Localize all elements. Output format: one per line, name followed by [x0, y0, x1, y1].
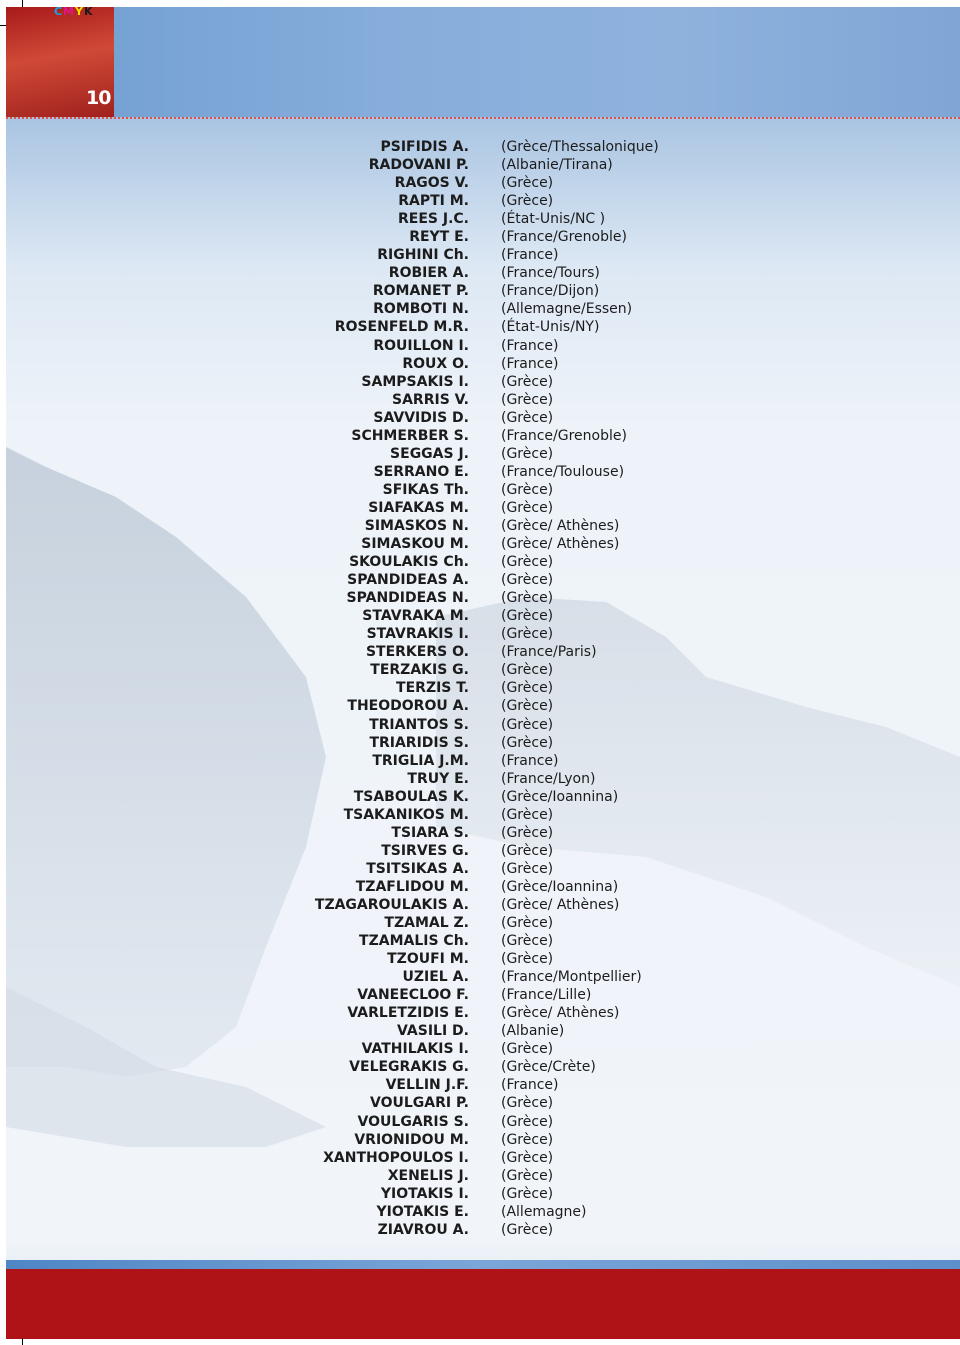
participant-name: VRIONIDOU M.	[354, 1131, 469, 1148]
participant-location: (Allemagne/Essen)	[501, 301, 633, 318]
participant-name: UZIEL A.	[402, 969, 469, 986]
crop-mark-top	[22, 0, 23, 7]
participant-name: ROUX O.	[402, 355, 469, 372]
participant-location: (Grèce)	[501, 499, 554, 516]
participant-location: (Grèce)	[501, 1149, 554, 1166]
list-item	[0, 138, 954, 156]
list-item	[0, 1076, 954, 1094]
participant-name: TSIRVES G.	[381, 842, 469, 859]
participant-name: TZAFLIDOU M.	[355, 878, 469, 895]
cmyk-m: M	[63, 7, 76, 18]
participant-location: (Albanie)	[501, 1023, 565, 1040]
participant-location: (Grèce)	[501, 716, 554, 733]
participant-name: VATHILAKIS I.	[361, 1041, 469, 1058]
participant-location: (Grèce/ Athènes)	[501, 896, 620, 913]
participant-name: SIMASKOS N.	[364, 517, 469, 534]
participant-name: TRIANTOS S.	[369, 716, 469, 733]
crop-mark-bottom	[22, 1338, 23, 1345]
participant-location: (Grèce/ Athènes)	[501, 517, 620, 534]
list-item	[0, 932, 954, 950]
participant-name: TRIGLIA J.M.	[372, 752, 469, 769]
participant-location: (Grèce)	[501, 1131, 554, 1148]
participant-location: (France)	[501, 1077, 559, 1094]
list-item	[0, 1004, 954, 1022]
list-item	[0, 716, 954, 734]
participant-location: (Grèce)	[501, 175, 554, 192]
participant-location: (France/Toulouse)	[501, 463, 625, 480]
cmyk-print-mark	[54, 7, 94, 18]
participant-name: XANTHOPOULOS I.	[323, 1149, 469, 1166]
page-number-tab	[6, 7, 114, 117]
participant-location: (Grèce)	[501, 481, 554, 498]
list-item	[0, 1040, 954, 1058]
participant-location: (Grèce)	[501, 680, 554, 697]
list-item	[0, 589, 954, 607]
footer-blue-stripe	[6, 1260, 960, 1269]
list-item	[0, 1113, 954, 1131]
participant-location: (État-Unis/NY)	[501, 319, 600, 336]
header-dotted-rule	[6, 117, 960, 119]
participant-name: SCHMERBER S.	[351, 427, 469, 444]
participant-location: (Grèce)	[501, 860, 554, 877]
participant-location: (Grèce)	[501, 626, 554, 643]
participant-name: ROBIER A.	[388, 265, 469, 282]
participant-name: SPANDIDEAS A.	[347, 572, 469, 589]
participant-location: (France/Lille)	[501, 987, 592, 1004]
participant-name: SFIKAS Th.	[382, 481, 469, 498]
participant-name: SIMASKOU M.	[361, 536, 469, 553]
list-item	[0, 968, 954, 986]
participant-name: TSIARA S.	[391, 824, 469, 841]
participant-location: (Grèce)	[501, 806, 554, 823]
participant-name: STAVRAKIS I.	[366, 626, 469, 643]
participant-location: (Grèce)	[501, 554, 554, 571]
list-item	[0, 445, 954, 463]
participant-name: ROMBOTI N.	[373, 301, 469, 318]
participant-location: (France)	[501, 355, 559, 372]
participant-name: VANEECLOO F.	[357, 987, 469, 1004]
participant-location: (Grèce)	[501, 445, 554, 462]
participant-name: TRUY E.	[407, 770, 469, 787]
participant-name: TZAGAROULAKIS A.	[314, 896, 469, 913]
participant-name: ROUILLON I.	[373, 337, 469, 354]
participant-location: (Grèce)	[501, 824, 554, 841]
participant-location: (Grèce)	[501, 933, 554, 950]
list-item	[0, 914, 954, 932]
participant-location: (Grèce)	[501, 698, 554, 715]
participant-location: (Grèce)	[501, 409, 554, 426]
list-item	[0, 643, 954, 661]
list-item	[0, 264, 954, 282]
list-item	[0, 156, 954, 174]
participant-location: (France/Montpellier)	[501, 969, 642, 986]
participant-location: (Grèce)	[501, 391, 554, 408]
participant-name: REES J.C.	[398, 211, 469, 228]
page-number: 10	[86, 87, 111, 109]
participant-location: (Grèce)	[501, 662, 554, 679]
list-item	[0, 679, 954, 697]
participant-location: (France/Tours)	[501, 265, 600, 282]
participant-location: (Grèce/Crète)	[501, 1059, 596, 1076]
participant-location: (État-Unis/NC )	[501, 211, 606, 228]
list-item	[0, 409, 954, 427]
list-item	[0, 300, 954, 318]
list-item	[0, 752, 954, 770]
list-item	[0, 355, 954, 373]
list-item	[0, 625, 954, 643]
list-item	[0, 950, 954, 968]
cmyk-y: Y	[75, 7, 84, 18]
list-item	[0, 842, 954, 860]
participant-location: (Grèce)	[501, 1221, 554, 1238]
participant-name: YIOTAKIS E.	[376, 1203, 469, 1220]
participant-location: (Albanie/Tirana)	[501, 157, 613, 174]
list-item	[0, 788, 954, 806]
participant-location: (France/Paris)	[501, 644, 597, 661]
participant-location: (Grèce)	[501, 734, 554, 751]
participant-location: (France/Grenoble)	[501, 229, 627, 246]
participant-name: SKOULAKIS Ch.	[349, 554, 469, 571]
participant-name: VOULGARI P.	[370, 1095, 469, 1112]
participant-name: SEGGAS J.	[390, 445, 469, 462]
participant-location: (Allemagne)	[501, 1203, 587, 1220]
list-item	[0, 553, 954, 571]
cmyk-c: C	[54, 7, 64, 18]
participant-location: (Grèce/Ioannina)	[501, 878, 619, 895]
participant-name: SERRANO E.	[373, 463, 469, 480]
participant-name: TZOUFI M.	[387, 951, 469, 968]
participant-name: THEODOROU A.	[347, 698, 469, 715]
list-item	[0, 210, 954, 228]
participant-name: SAMPSAKIS I.	[361, 373, 469, 390]
list-item	[0, 986, 954, 1004]
header-band	[6, 7, 960, 117]
participant-name: SARRIS V.	[392, 391, 469, 408]
list-item	[0, 1203, 954, 1221]
participant-name: TRIARIDIS S.	[369, 734, 469, 751]
participant-location: (France/Dijon)	[501, 283, 600, 300]
list-item	[0, 463, 954, 481]
participant-name: ZIAVROU A.	[377, 1221, 469, 1238]
cmyk-k: K	[84, 7, 94, 18]
participant-location: (Grèce)	[501, 1113, 554, 1130]
list-item	[0, 228, 954, 246]
participant-name: RAPTI M.	[398, 193, 469, 210]
list-item	[0, 661, 954, 679]
participant-location: (France)	[501, 752, 559, 769]
list-item	[0, 1149, 954, 1167]
participant-location: (Grèce)	[501, 1185, 554, 1202]
participant-name: RAGOS V.	[394, 175, 469, 192]
participant-name: VELEGRAKIS G.	[349, 1059, 469, 1076]
participant-name: TSABOULAS K.	[353, 788, 469, 805]
list-item	[0, 246, 954, 264]
participant-name: SIAFAKAS M.	[368, 499, 469, 516]
participant-name: VOULGARIS S.	[357, 1113, 469, 1130]
list-item	[0, 517, 954, 535]
participant-location: (Grèce/ Athènes)	[501, 536, 620, 553]
list-item	[0, 1167, 954, 1185]
participant-name: STERKERS O.	[365, 644, 469, 661]
participant-name: STAVRAKA M.	[362, 608, 469, 625]
participant-location: (Grèce)	[501, 608, 554, 625]
list-item	[0, 824, 954, 842]
participant-name: VELLIN J.F.	[385, 1077, 469, 1094]
list-item	[0, 1131, 954, 1149]
list-item	[0, 1058, 954, 1076]
list-item	[0, 282, 954, 300]
list-item	[0, 1094, 954, 1112]
participant-name: ROMANET P.	[372, 283, 469, 300]
participant-name: RIGHINI Ch.	[377, 247, 469, 264]
participant-name: TERZAKIS G.	[370, 662, 469, 679]
participant-name: SPANDIDEAS N.	[346, 590, 469, 607]
participant-location: (Grèce/Ioannina)	[501, 788, 619, 805]
list-item	[0, 1022, 954, 1040]
participant-location: (Grèce)	[501, 590, 554, 607]
participant-name: PSIFIDIS A.	[380, 139, 469, 155]
crop-mark-left	[0, 25, 6, 26]
participant-name: VASILI D.	[397, 1023, 469, 1040]
list-item	[0, 806, 954, 824]
participant-location: (Grèce)	[501, 193, 554, 210]
list-item	[0, 391, 954, 409]
participant-name: TSAKANIKOS M.	[343, 806, 469, 823]
participant-location: (Grèce/Thessalonique)	[501, 139, 659, 155]
participant-name: YIOTAKIS I.	[380, 1185, 469, 1202]
participant-location: (France)	[501, 247, 559, 264]
list-item	[0, 535, 954, 553]
participant-name: RADOVANI P.	[368, 157, 469, 174]
participant-name: TSITSIKAS A.	[366, 860, 469, 877]
list-item	[0, 697, 954, 715]
participant-name: REYT E.	[409, 229, 469, 246]
participant-name: TZAMALIS Ch.	[359, 933, 469, 950]
participant-location: (Grèce)	[501, 1095, 554, 1112]
participant-location: (France/Lyon)	[501, 770, 596, 787]
list-item	[0, 770, 954, 788]
list-item	[0, 1221, 954, 1239]
participant-name: VARLETZIDIS E.	[347, 1005, 469, 1022]
list-item	[0, 481, 954, 499]
list-item	[0, 878, 954, 896]
list-item	[0, 860, 954, 878]
participant-name: TERZIS T.	[396, 680, 469, 697]
list-item	[0, 337, 954, 355]
participant-location: (Grèce)	[501, 572, 554, 589]
participant-name: SAVVIDIS D.	[373, 409, 469, 426]
participant-location: (Grèce)	[501, 915, 554, 932]
participant-name: XENELIS J.	[387, 1167, 469, 1184]
list-item	[0, 607, 954, 625]
participant-name: TZAMAL Z.	[384, 915, 469, 932]
list-item	[0, 373, 954, 391]
participant-location: (Grèce)	[501, 951, 554, 968]
list-item	[0, 571, 954, 589]
participant-location: (Grèce)	[501, 1167, 554, 1184]
list-item	[0, 192, 954, 210]
footer-red-band	[6, 1269, 960, 1339]
participants-list	[0, 138, 954, 1239]
participant-location: (Grèce)	[501, 842, 554, 859]
participant-location: (France)	[501, 337, 559, 354]
participant-location: (Grèce)	[501, 373, 554, 390]
participant-location: (Grèce)	[501, 1041, 554, 1058]
list-item	[0, 734, 954, 752]
participant-name: ROSENFELD M.R.	[334, 319, 469, 336]
participant-location: (France/Grenoble)	[501, 427, 627, 444]
list-item	[0, 1185, 954, 1203]
list-item	[0, 499, 954, 517]
list-item	[0, 427, 954, 445]
list-item	[0, 174, 954, 192]
list-item	[0, 318, 954, 336]
list-item	[0, 896, 954, 914]
participant-location: (Grèce/ Athènes)	[501, 1005, 620, 1022]
